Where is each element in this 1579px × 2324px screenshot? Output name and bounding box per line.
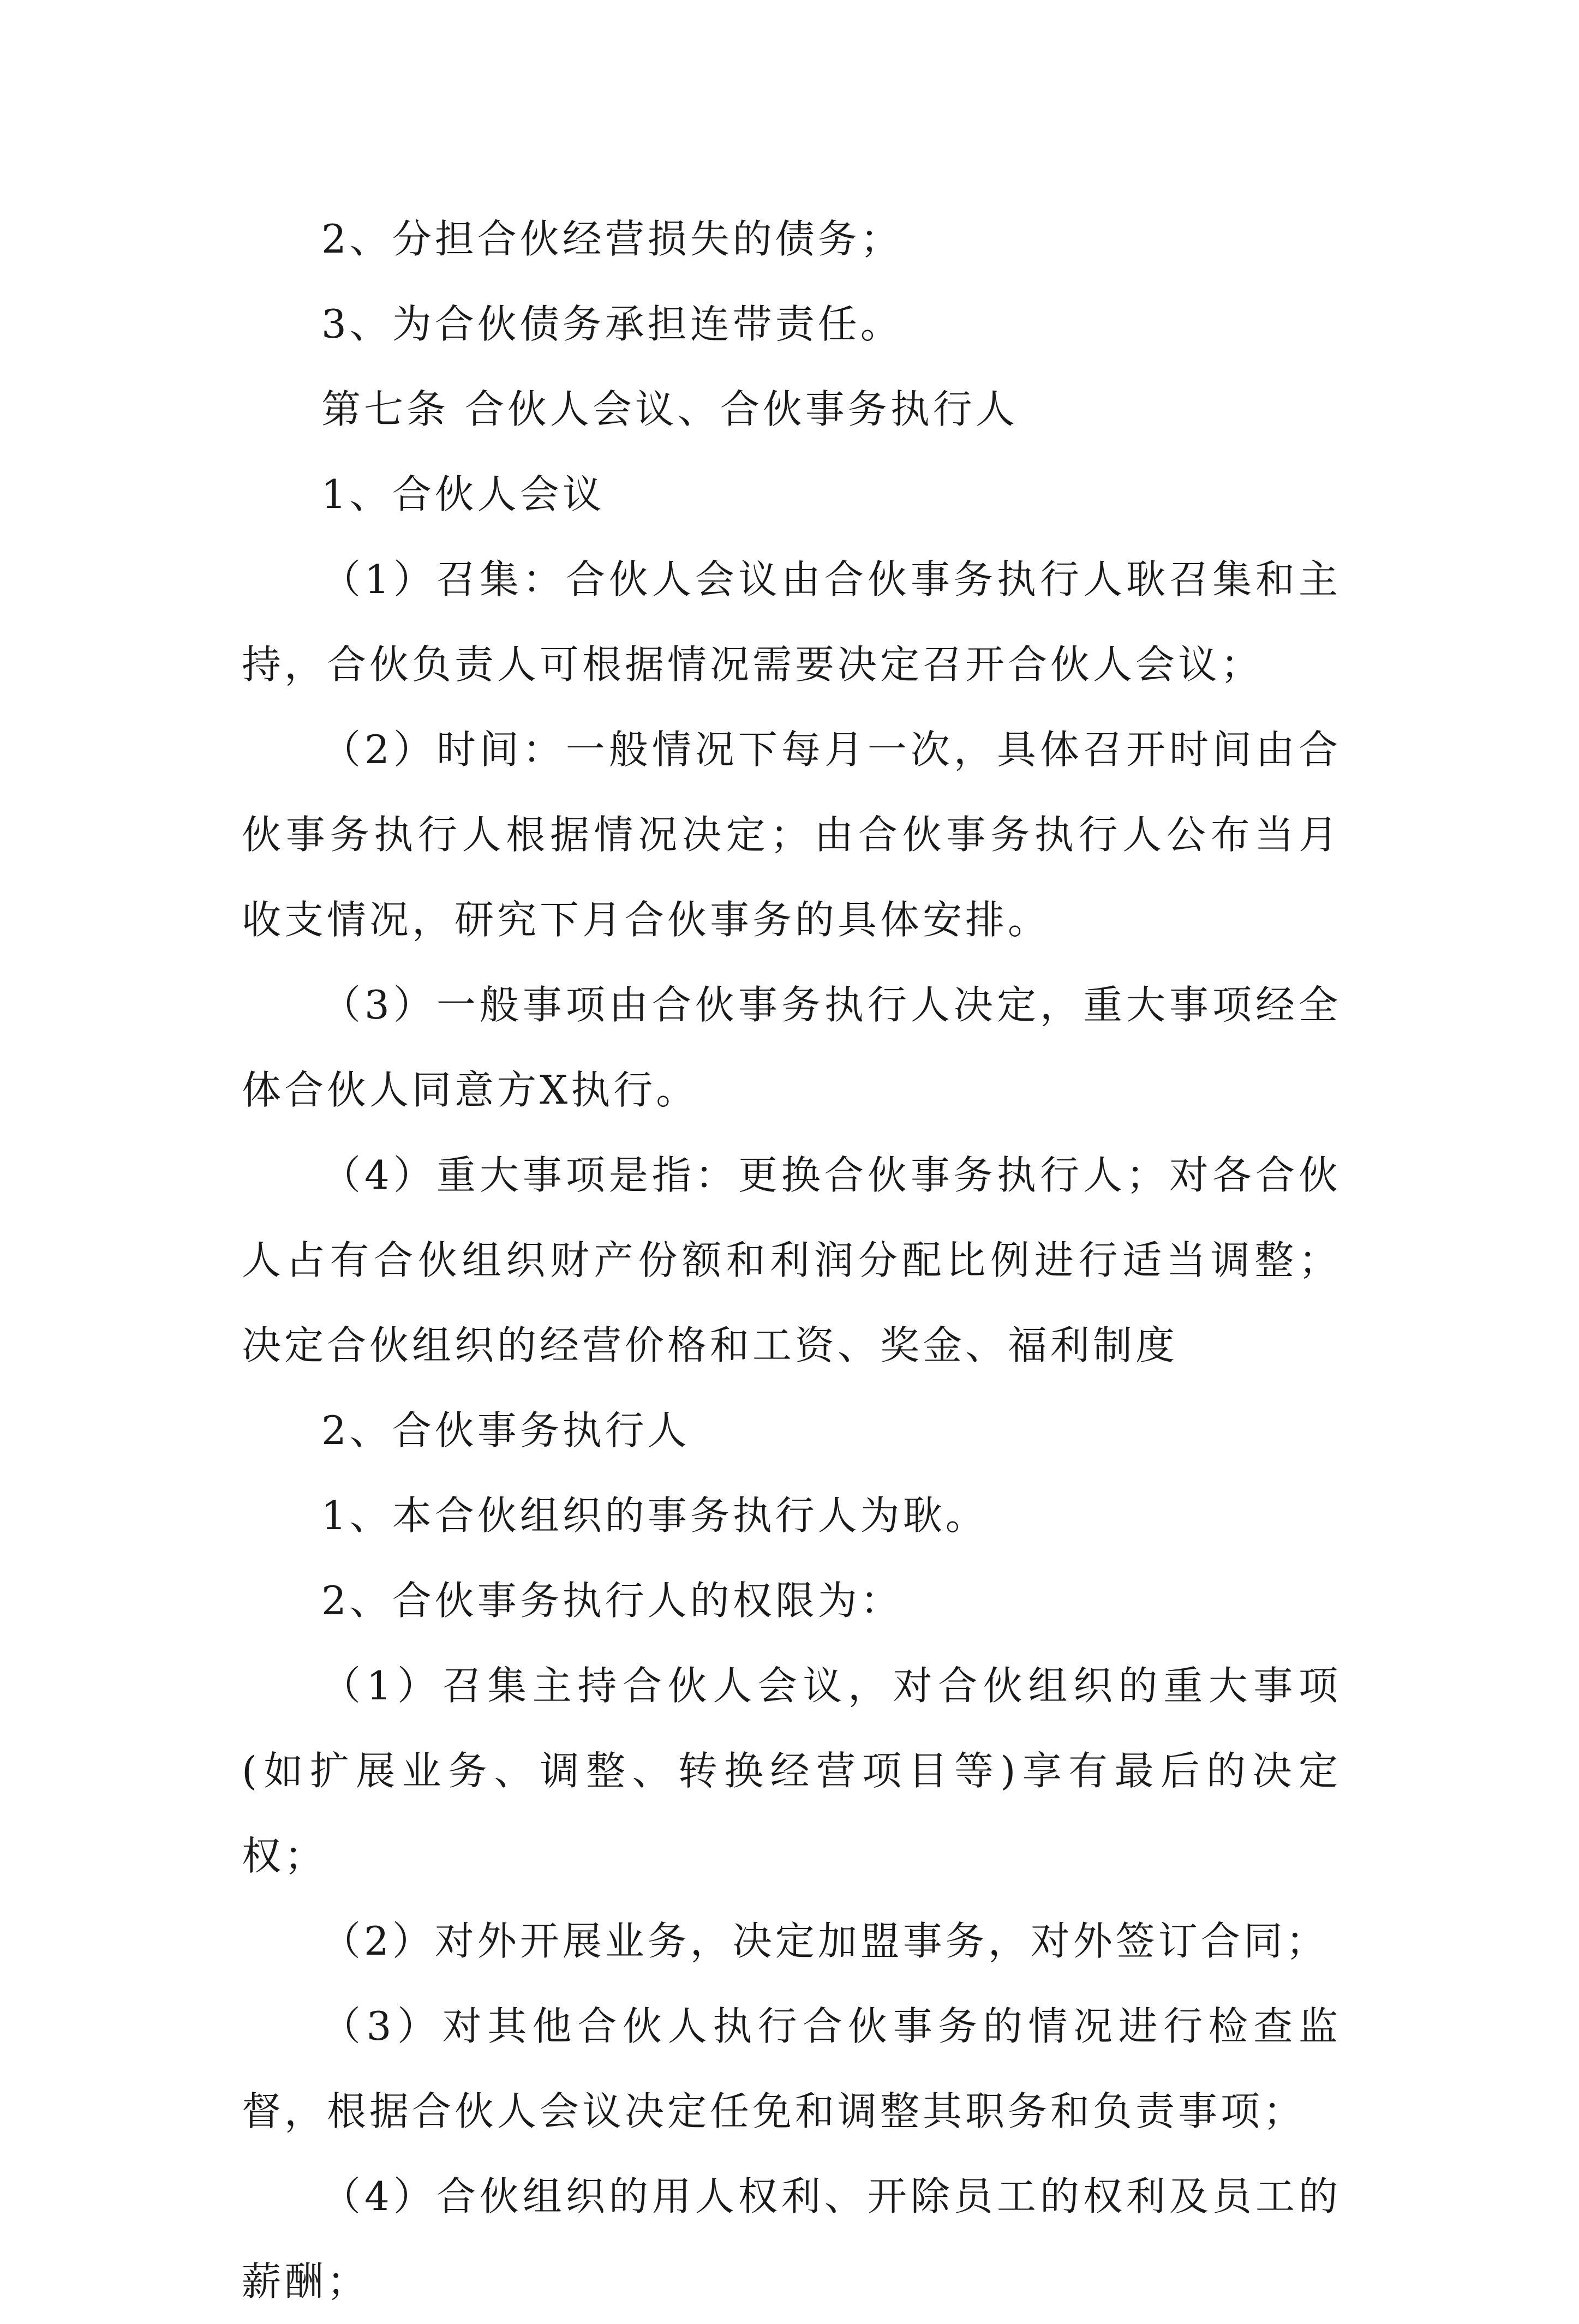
section-partner-meeting-heading: 1、合伙人会议 [321, 471, 605, 517]
paragraph-joint-liability: 3、为合伙债务承担连带责任。 [321, 301, 903, 347]
paragraph-major-matters: （4）重大事项是指：更换合伙事务执行人；对各合伙人占有合伙组织财产份额和利润分配比例进行适当调整；决定合伙组织的经营价格和工资、奖金、福利制度 [242, 1152, 1341, 1368]
paragraph-general-matters: （3）一般事项由合伙事务执行人决定，重大事项经全体合伙人同意方X执行。 [242, 982, 1341, 1113]
document-body [242, 196, 1341, 2324]
paragraph-meeting-time: （2）时间：一般情况下每月一次，具体召开时间由合伙事务执行人根据情况决定；由合伙事务执行人公布当月收支情况，研究下月合伙事务的具体安排。 [242, 727, 1341, 943]
paragraph-authority-decision: （1）召集主持合伙人会议，对合伙组织的重大事项(如扩展业务、调整、转换经营项目等)享有最后的决定权； [242, 1663, 1341, 1879]
paragraph-authority-supervision: （3）对其他合伙人执行合伙事务的情况进行检查监督，根据合伙人会议决定任免和调整其职务和负责事项； [242, 2003, 1341, 2134]
paragraph-meeting-convening: （1）召集：合伙人会议由合伙事务执行人耿召集和主持，合伙负责人可根据情况需要决定召开合伙人会议； [242, 556, 1341, 687]
section-executive-partner-heading: 2、合伙事务执行人 [321, 1407, 690, 1453]
paragraph-debt-sharing: 2、分担合伙经营损失的债务； [321, 216, 903, 262]
paragraph-executive-partner-name: 1、本合伙组织的事务执行人为耿。 [321, 1493, 988, 1538]
paragraph-authority-external-business: （2）对外开展业务，决定加盟事务，对外签订合同； [321, 1918, 1329, 1964]
paragraph-authority-personnel: （4）合伙组织的用人权利、开除员工的权利及员工的薪酬； [242, 2173, 1341, 2304]
article-7-heading: 第七条 合伙人会议、合伙事务执行人 [321, 386, 1018, 432]
paragraph-executive-authority-intro: 2、合伙事务执行人的权限为： [321, 1578, 903, 1624]
